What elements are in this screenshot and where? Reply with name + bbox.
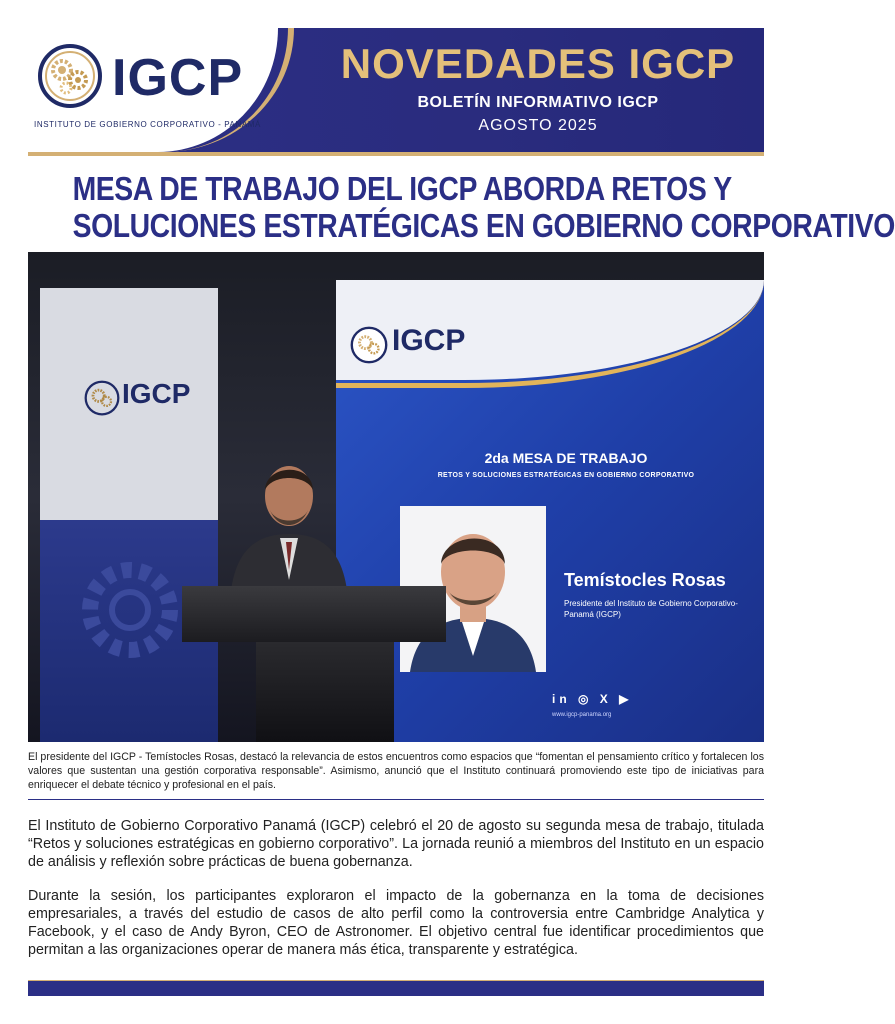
speaker-role: Presidente del Instituto de Gobierno Corporativo-Panamá (IGCP) [564,599,738,619]
banner-gears-icon [84,380,120,416]
logo-subtitle: INSTITUTO DE GOBIERNO CORPORATIVO - PANAMÁ [34,120,261,129]
screen-gears-icon [350,326,388,364]
banner-gear-watermark-icon [70,550,190,670]
article-paragraph-1: El Instituto de Gobierno Corporativo Panamá (IGCP) celebró el 20 de agosto su segunda mesa de trabajo, titulada “Retos y soluciones estratégicas en gobierno corporativo”. La jornada reunió a miembros del Instituto en un espacio de análisis y reflexión sobre prácticas de buena gobernanza. [28,818,764,870]
gears-logo-icon [38,44,102,108]
screen-logo-text: IGCP [392,324,466,357]
header-gold-rule [28,152,764,156]
screen-subtitle: RETOS Y SOLUCIONES ESTRATÉGICAS EN GOBIERNO CORPORATIVO [437,472,695,479]
lectern-body [256,642,394,742]
banner-top [40,288,218,520]
screen-title: 2da MESA DE TRABAJO [484,450,648,466]
article-paragraph-2: Durante la sesión, los participantes exploraron el impacto de la gobernanza en la toma de decisiones empresariales, a través del estudio de casos de alto perfil como la controversia entre Cambridge Analytica y Facebook, y el caso de Andy Byron, CEO de Astronomer. El objetivo central fue identificar procedimientos que permitan a las organizaciones operar de manera más ética, transparente y estratégica. [28,888,764,958]
caption-divider [28,799,764,800]
newsletter-subtitle: BOLETÍN INFORMATIVO IGCP [417,94,659,111]
speaker-figure [224,450,354,600]
newsletter-date: AGOSTO 2025 [478,117,598,134]
speaker-name: Temístocles Rosas [564,570,726,590]
newsletter-header [28,28,764,156]
footer-bar [28,980,764,996]
social-media-icons: in ◎ X ▶ [552,692,633,706]
headline-line-1: MESA DE TRABAJO DEL IGCP ABORDA RETOS Y [72,170,732,207]
lectern-top [182,586,446,642]
headline-line-2: SOLUCIONES ESTRATÉGICAS EN GOBIERNO CORPORATIVO [72,207,895,244]
projection-screen [336,280,764,742]
website-url: www.igcp-panama.org [552,712,612,718]
banner-logo-text: IGCP [122,378,191,409]
event-photo [28,252,764,742]
photo-caption: El presidente del IGCP - Temístocles Rosas, destacó la relevancia de estos encuentros como espacios que “fomentan el pensamiento crítico y fortalecen los valores que sustentan una gestión corporativa responsable”. Asimismo, anunció que el Instituto continuará promoviendo este tipo de iniciativas para enriquecer el debate técnico y profesional en el país. [28,751,764,791]
logo-wordmark: IGCP [112,49,244,107]
newsletter-title: NOVEDADES IGCP [340,40,736,87]
roll-up-banner [40,288,218,742]
article-headline [72,170,895,244]
